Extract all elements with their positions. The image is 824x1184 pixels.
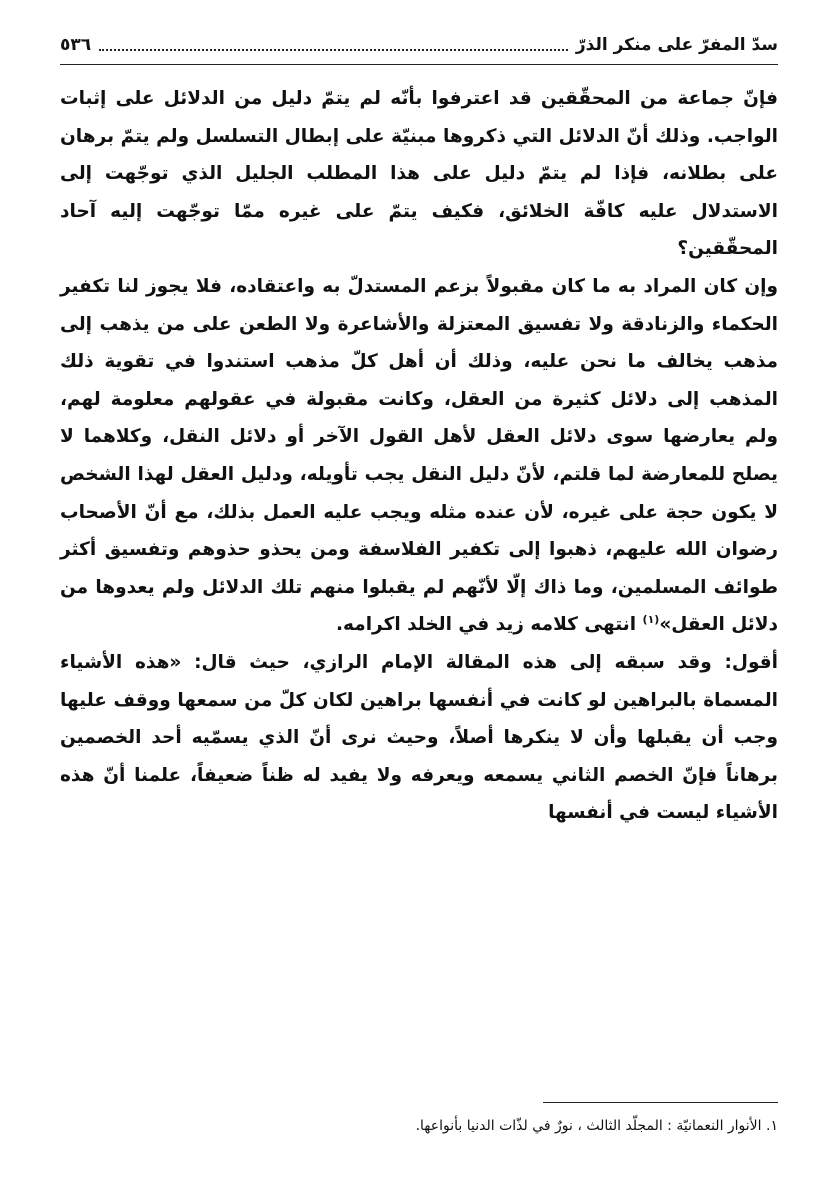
header-leader-dots (99, 49, 568, 51)
paragraph-text: أقول: وقد سبقه إلى هذه المقالة الإمام الرازي، حيث قال: «هذه الأشياء المسماة بالبراهين لو كانت في أنفسها براهين لكان كلّ من سمعها ووقف عليها وجب أن يقبلها وأن لا ينكرها أصلاً، وحيث نرى أنّ الذي يسمّيه أحد الخصمين برهاناً فإنّ الخصم الثاني يسمعه ويعرفه ولا يفيد له ظناً ضعيفاً، علمنا أنّ هذه الأشياء ليست في أنفسها (60, 651, 778, 824)
footnote: ١. الأنوار النعمانيّة : المجلّد الثالث ، نورٌ في لذّات الدنيا بأنواعها. (415, 1118, 778, 1134)
running-header (60, 28, 778, 62)
footnote-reference: (١) (642, 613, 660, 627)
paragraph-text-continued: انتهى كلامه زيد في الخلد اكرامه. (336, 614, 643, 636)
paragraph-text: وإن كان المراد به ما كان مقبولاً بزعم المستدلّ به واعتقاده، فلا يجوز لنا تكفير الحكماء والزنادقة ولا تفسيق المعتزلة والأشاعرة ولا الطعن على من يذهب إلى مذهب يخالف ما نحن عليه، وذلك أن أهل كلّ مذهب استندوا في تقوية ذلك المذهب إلى دلائل كثيرة من العقل، وكانت مقبولة في عقولهم معلومة لهم، ولم يعارضها سوى دلائل العقل لأهل القول الآخر أو دلائل النقل، وكلاهما لا يصلح للمعارضة لما قلتم، لأنّ دليل النقل يجب تأويله، ودليل العقل لهذا الشخص لا يكون حجة على غيره، لأن عنده مثله ويجب عليه العمل بذلك، مع أنّ الأصحاب رضوان الله عليهم، ذهبوا إلى تكفير الفلاسفة ومن يحذو حذوهم وتفسيق أكثر طوائف المسلمين، وما ذاك إلّا لأنّهم لم يقبلوا منهم تلك الدلائل ولم يعدوها من دلائل العقل» (60, 275, 778, 636)
header-divider (60, 64, 778, 65)
main-text (60, 80, 778, 832)
footnote-divider (543, 1102, 778, 1103)
paragraph-1 (60, 80, 778, 268)
page-number: ٥٣٦ (60, 35, 92, 55)
paragraph-text: فإنّ جماعة من المحقّقين قد اعترفوا بأنّه لم يتمّ دليل من الدلائل على إثبات الواجب. وذلك أنّ الدلائل التي ذكروها مبنيّة على إبطال التسلسل ولم يتمّ برهان على بطلانه، فإذا لم يتمّ دليل على هذا المطلب الجليل الذي توجّهت إلى الاستدلال عليه كافّة الخلائق، فكيف يتمّ على غيره ممّا توجّهت إليه آحاد المحقّقين؟ (60, 88, 778, 260)
paragraph-2 (60, 268, 778, 644)
paragraph-3 (60, 644, 778, 832)
header-title: سدّ المفرّ على منكر الذرّ (575, 35, 778, 55)
